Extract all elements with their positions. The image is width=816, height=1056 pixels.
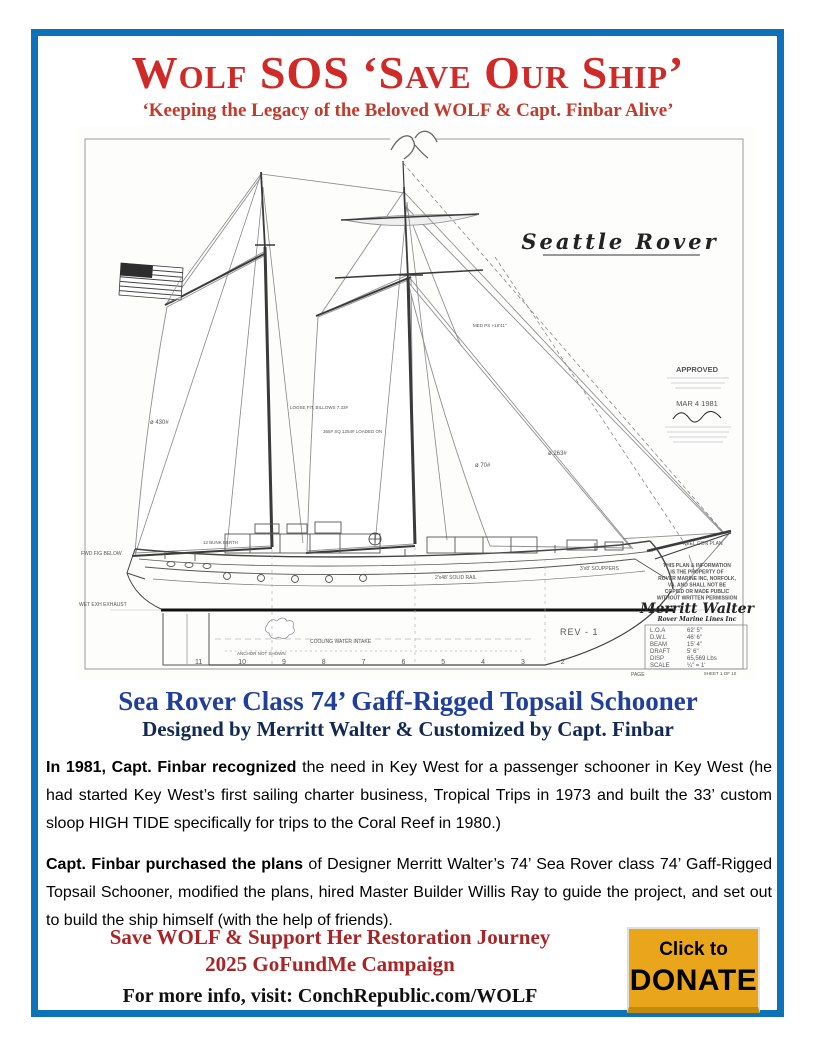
scuppers-label: 3'x8' SCUPPERS <box>580 566 619 572</box>
spec-label: BEAM <box>650 642 668 648</box>
section-heading: Sea Rover Class 74’ Gaff-Rigged Topsail Schooner <box>118 686 698 716</box>
spec-value: ¼" = 1' <box>687 663 706 669</box>
campaign-line-2: 2025 GoFundMe Campaign <box>205 952 455 976</box>
schooner-blueprint <box>75 127 757 680</box>
notice-line: WITHOUT WRITTEN PERMISSION <box>656 595 738 602</box>
page-subtitle: ‘Keeping the Legacy of the Beloved WOLF & Capt. Finbar Alive’ <box>142 100 674 121</box>
sail-area-label: ø 70# <box>475 463 491 469</box>
approval-stamp <box>665 365 731 442</box>
spec-label: DISP <box>650 656 665 662</box>
paragraph-2-lead: Capt. Finbar purchased the plans <box>46 856 304 873</box>
paragraph-1-rest: the need in Key West for a passenger schooner in Key West (he had started Key West’s first sailing charter business, Tropical Trips in 1973 and built the 33’ custom sloop HIGH TIDE specifically for trips to the Coral Reef in 1980.) <box>46 759 773 832</box>
berth-label: 12 BUNK BERTH <box>203 540 239 545</box>
keel-label: KEEL CON PLAN <box>683 541 723 547</box>
revision-label: REV - 1 <box>560 627 599 637</box>
american-flag-icon <box>119 263 183 303</box>
notice-line: VA. AND SHALL NOT BE <box>667 582 727 589</box>
spec-value: 62' 5" <box>687 628 702 634</box>
notice-line: COPIED OR MADE PUBLIC <box>664 589 730 595</box>
stamp-approved-text: APPROVED <box>675 365 719 374</box>
body-text <box>46 754 772 948</box>
notice-line: ROVER MARINE INC, NORFOLK, <box>658 576 736 582</box>
sail-note-label: LOOSE FIT, BILLOWS 7.33# <box>290 405 349 410</box>
plan-title-block <box>521 229 718 255</box>
fwd-label: FWD FIG BELOW <box>81 551 122 557</box>
spec-value: 15' 4" <box>687 642 702 648</box>
sail-note-label: MED PS +18'41" <box>473 323 507 328</box>
campaign-line-1: Save WOLF & Support Her Restoration Journey <box>109 925 551 949</box>
spec-value: 46' 6" <box>687 635 702 641</box>
sail-area-label: 365# SQ 1254# LOADED ON <box>323 429 383 434</box>
wet-label: WET EXH EXHAUST <box>79 602 127 608</box>
stamp-date: MAR 4 1981 <box>676 399 718 408</box>
page-word: PAGE <box>631 672 645 678</box>
spec-value: 5' 6" <box>687 649 699 655</box>
cooling-label: COOLING WATER INTAKE <box>310 639 372 645</box>
notice-line: THIS PLAN & INFORMATION <box>663 563 731 569</box>
eagle-icon <box>389 130 437 159</box>
spec-label: SCALE <box>650 663 670 669</box>
plan-title: Seattle Rover <box>521 229 719 254</box>
schooner-drawing-svg <box>75 127 757 680</box>
spec-label: L.O.A <box>650 628 666 634</box>
page-title: Wolf SOS ‘Save Our Ship’ <box>131 47 685 98</box>
spec-label: DRAFT <box>650 649 670 655</box>
station-numbers: 11 10 9 8 7 6 5 4 3 2 <box>195 659 565 666</box>
donate-button-line-1: Click to <box>659 938 728 960</box>
designer-name: Merritt Walter <box>640 601 754 617</box>
paragraph-2 <box>46 851 772 935</box>
title-block <box>639 563 756 676</box>
paragraph-2-rest: of Designer Merritt Walter’s 74’ Sea Rover class 74’ Gaff-Rigged Topsail Schooner, modified the plans, hired Master Builder Willis Ray to guide the project, and set out to build the ship himself (with the help of friends). <box>46 856 773 929</box>
donate-button[interactable] <box>627 927 760 1013</box>
campaign-text <box>40 924 620 978</box>
spec-value: 65,569 Lbs <box>687 656 717 662</box>
sail-area-label: ø 430# <box>150 420 169 426</box>
section-subheading: Designed by Merritt Walter & Customized by Capt. Finbar <box>142 717 674 741</box>
donate-button-line-2: DONATE <box>629 963 758 997</box>
spec-label: D.W.L <box>650 635 667 641</box>
sheet-number: SHEET 1 OF 10 <box>703 671 737 676</box>
sail-area-label: ø 263# <box>548 451 567 457</box>
stamp-signature <box>673 411 721 422</box>
paragraph-1 <box>46 754 772 838</box>
info-link: For more info, visit: ConchRepublic.com/WOLF <box>122 985 538 1007</box>
company-name: Rover Marine Lines Inc <box>657 616 737 623</box>
paragraph-1-lead: In 1981, Capt. Finbar recognized <box>46 759 297 776</box>
notice-line: IS THE PROPERTY OF <box>670 569 724 576</box>
rail-label: 2'x48' SOLID RAIL <box>435 575 477 581</box>
anchor-label: ANCHOR NOT SHOWN <box>237 651 286 656</box>
